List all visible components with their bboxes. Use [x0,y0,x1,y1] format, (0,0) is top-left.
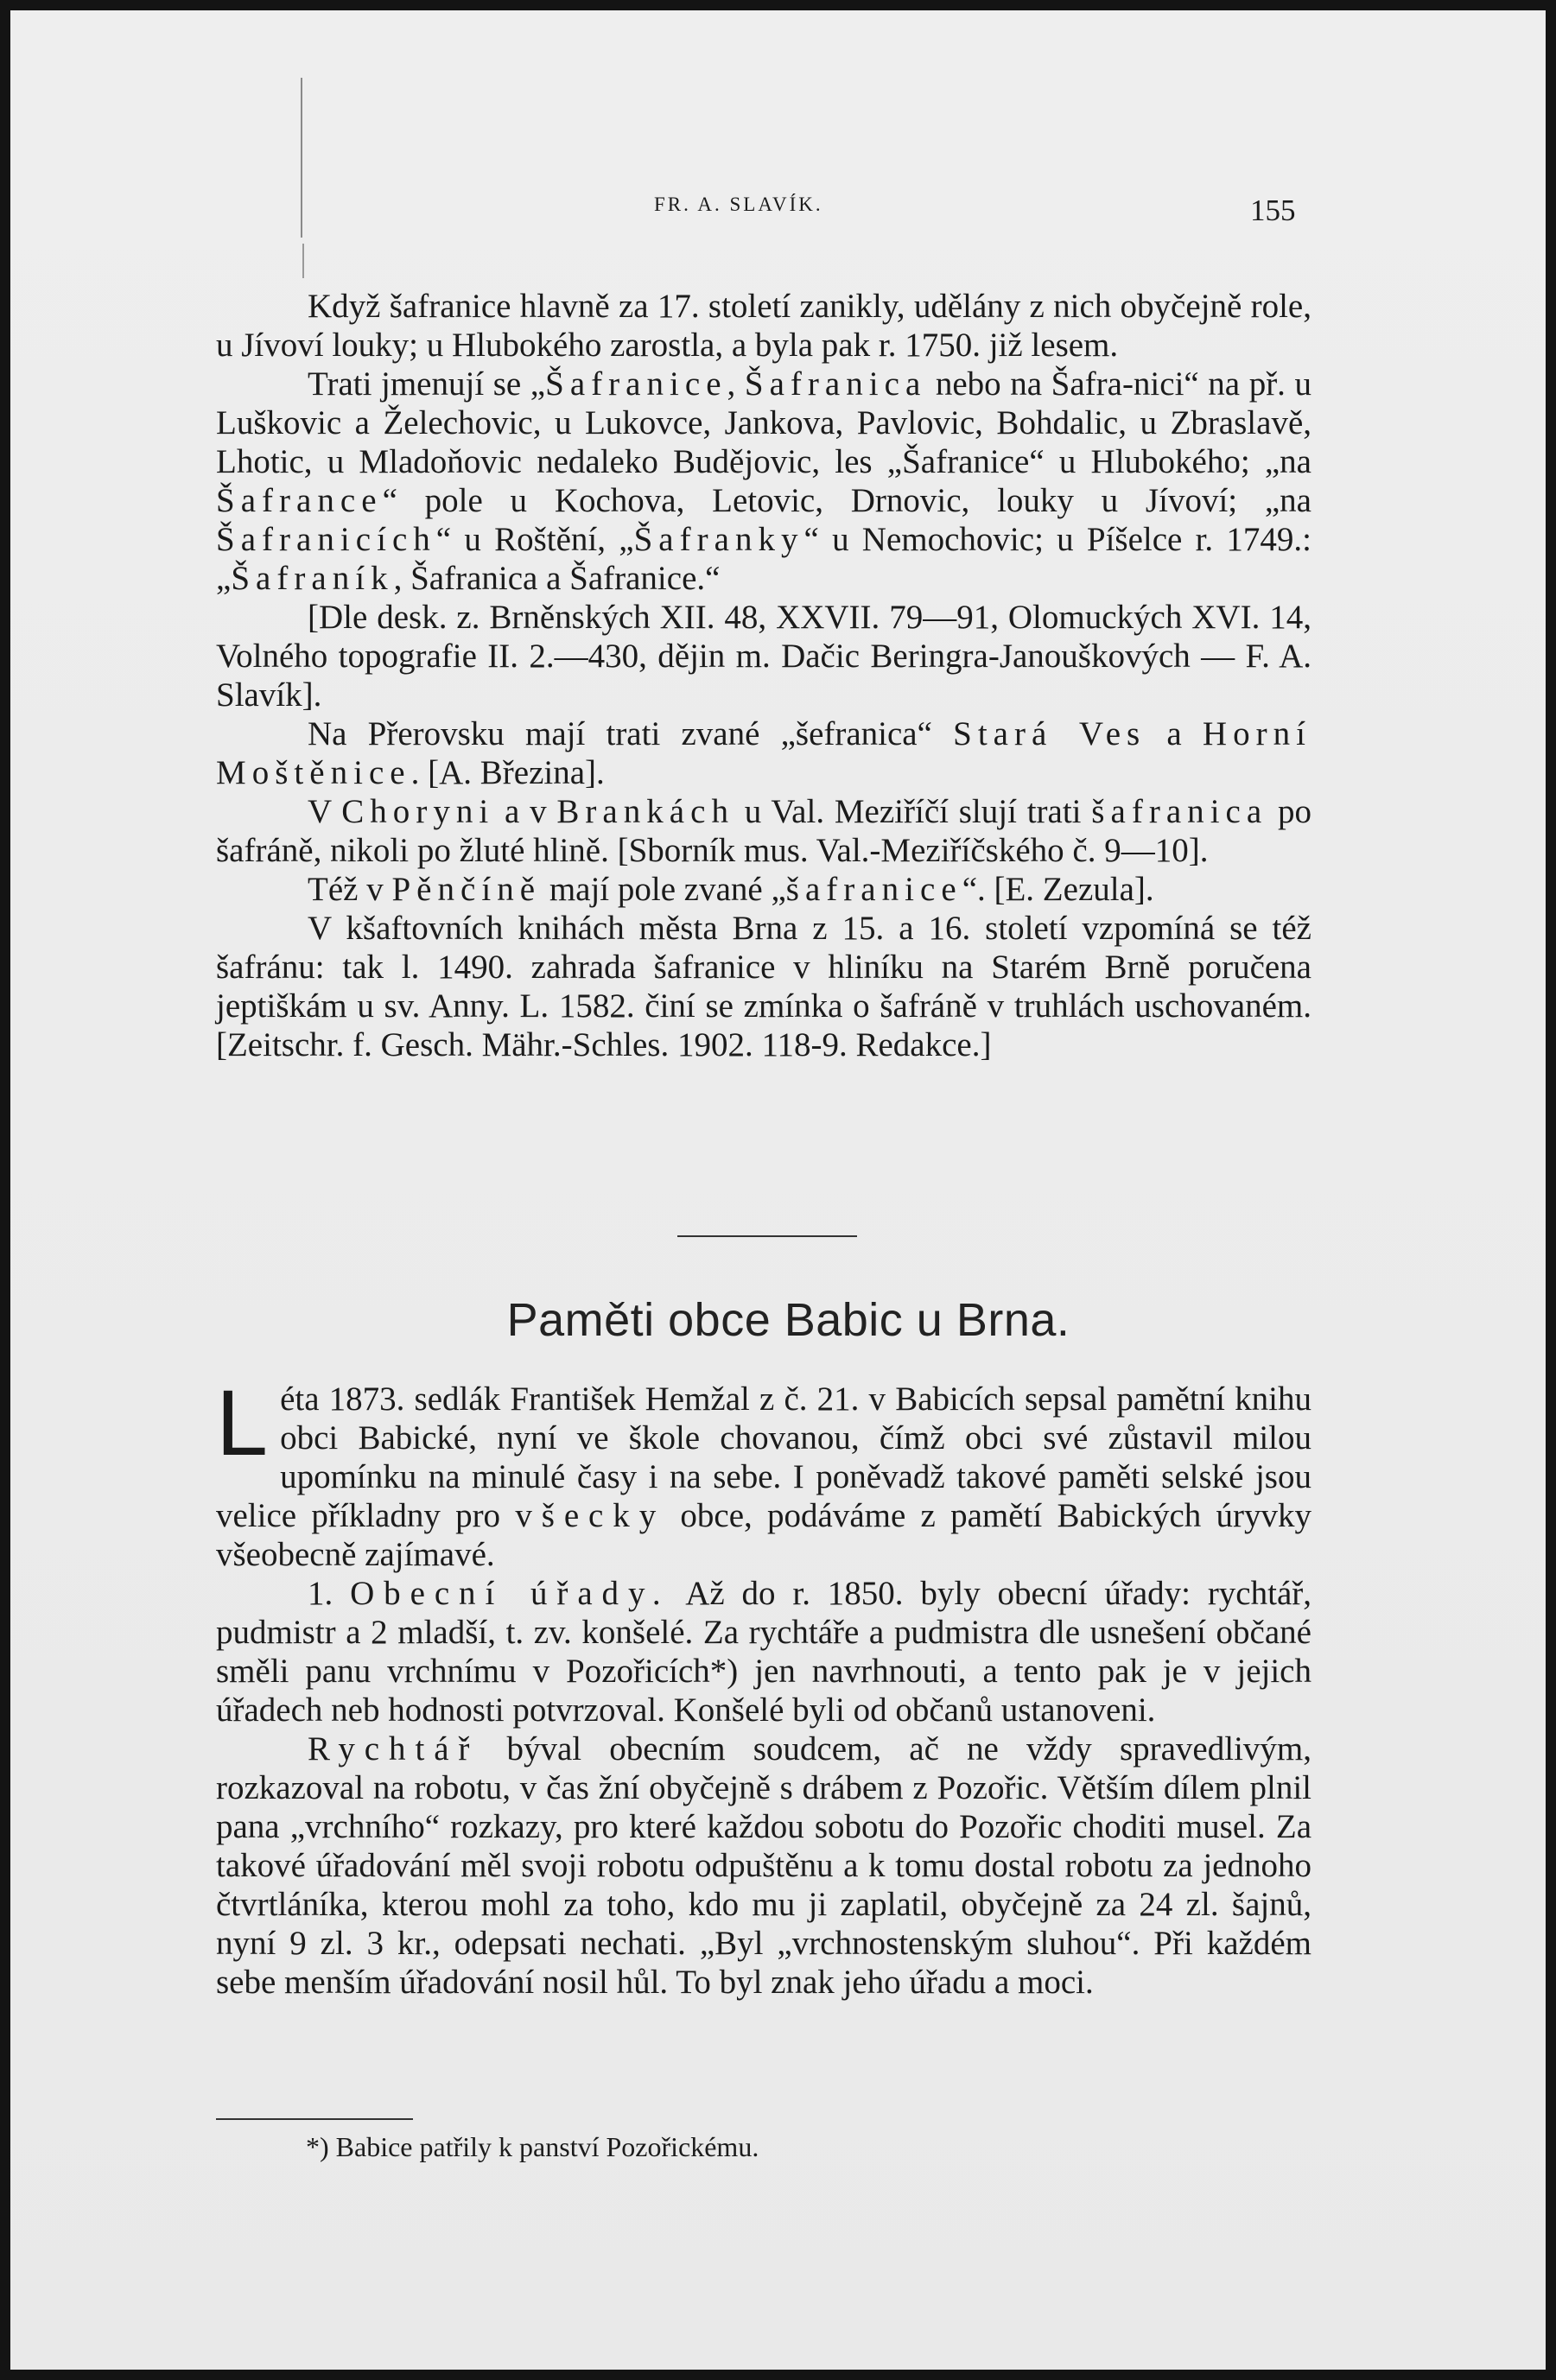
text: mají pole zvané „ [541,871,786,908]
text: Choryni [341,793,495,830]
text: po šafráně, nikoli po žluté hlině. [Sborník mus. Val.-Meziříčského č. 9—10]. [216,793,1311,869]
article-title: Paměti obce Babic u Brna. [506,1294,1070,1346]
paragraph [216,714,1311,792]
text: Šafraník [231,560,394,597]
text: a v [494,793,557,830]
text: Obecní úřady. [350,1575,670,1612]
text: “. [E. Zezula]. [962,871,1154,908]
running-header-author: FR. A. SLAVÍK. [654,194,823,215]
text: Též v [308,871,392,908]
text: šafranica [1091,793,1268,830]
text: býval obecním soudcem, ač ne vždy spravedlivým, rozkazoval na robotu, v čas žní obyčejně s drábem z Pozořic. Větším dílem plnil pana „vrchního“ rozkazy, pro které každou sobotu do Pozořic choditi musel. Za takové úřadování měl svoji robotu odpuštěnu a k tomu dostal robotu za jednoho čtvrtláníka, kterou mohl za toho, kdo mu ji zaplatil, obyčejně za 24 zl. šajnů, nyní 9 zl. 3 kr., odepsati nechati. „Byl „vrchnostenským sluhou“. Při každém sebe menším úřadování nosil hůl. To byl znak jeho úřadu a moci. [216,1730,1311,2001]
text: Šafranicích [216,521,436,558]
paragraph [216,1370,1311,1574]
text: 1. [308,1575,351,1612]
text: , [727,365,745,403]
text: u Val. Meziříčí slují trati [734,793,1092,830]
text: šafranice [785,871,962,908]
margin-line [301,78,302,238]
text: . [A. Březina]. [410,754,605,791]
section-saffron-text [216,287,1311,1064]
text: Šafranky [633,521,804,558]
text: Horní Moštěnice [216,715,1311,791]
footnote: *) Babice patřily k panství Pozořickému. [306,2131,759,2162]
text: obce, podáváme z pamětí Babických úryvky všeobecně zajímavé. [216,1497,1311,1573]
paragraph: [Dle desk. z. Brněnských XII. 48, XXVII. 79—91, Olomuckých XVI. 14, Volného topografie II. 2.—430, dějin m. Dačic Beringra-Janouškových — F. A. Slavík]. [216,599,1311,714]
footnote-rule [216,2118,413,2120]
text: Rychtář [308,1730,480,1768]
text: “ u Nemochovic; u Píšelce r. 1749.: „ [216,521,1311,597]
text: , Šafranica a Šafranice.“ [393,560,721,597]
text: Šafrance [216,482,383,519]
text: Šafranica [744,365,927,403]
text: všecky [515,1497,666,1534]
text: Až do r. 1850. byly obecní úřady: rychtář, pudmistr a 2 mladší, t. zv. konšelé. Za rychtáře a pudmistra dle usnešení občané směli panu vrchnímu v Pozořicích*) jen navrhnouti, a tento pak je v jejich úřadech neb hodnosti potvrzoval. Konšelé byli od občanů ustanoveni. [216,1575,1311,1729]
text: “ pole u Kochova, Letovic, Drnovic, louky u Jívoví; „na [382,482,1311,519]
paragraph [216,365,1311,598]
text: a [1146,715,1203,752]
paragraph [216,792,1311,870]
paragraph [216,1574,1311,1729]
paragraph [216,870,1311,909]
text: éta 1873. sedlák František Hemžal z č. 21. v Babicích sepsal pamětní knihu obci Babické, nyní ve škole chovanou, čímž obci své zůstavil milou upomínku na minulé časy i na sebe. I poněvadž takové paměti selské jsou velice příkladny pro [216,1380,1311,1534]
margin-line [302,244,304,278]
text: Brankách [556,793,734,830]
paragraph [216,1729,1311,2002]
text: nebo na Šafra-nici“ na př. u Luškovic a Želechovic, u Lukovce, Jankova, Pavlovic, Bohdalic, u Zbraslavě, Lhotic, u Mladoňovic nedaleko Budějovic, les „Šafranice“ u Hlubokého; „na [216,365,1312,480]
text: “ u Roštění, „ [435,521,634,558]
section-babice-text [216,1370,1311,2002]
text: Pěnčíně [391,871,542,908]
drop-cap: L [216,1370,269,1475]
page-number: 155 [1250,194,1296,227]
text: V [308,793,342,830]
section-divider [677,1235,857,1237]
text: Na Přerovsku mají trati zvané „šefranica“ [308,715,954,752]
paragraph: Když šafranice hlavně za 17. století zanikly, udělány z nich obyčejně role, u Jívoví louky; u Hlubokého zarostla, a byla pak r. 1750. již lesem. [216,288,1311,364]
text: Šafranice [545,365,727,403]
text: Trati jmenují se „ [308,365,546,403]
text: Stará Ves [953,715,1146,752]
paragraph: V kšaftovních knihách města Brna z 15. a 16. století vzpomíná se též šafránu: tak l. 1490. zahrada šafranice v hliníku na Starém Brně poručena jeptiškám u sv. Anny. L. 1582. činí se zmínka o šafráně v truhlách uschovaném. [Zeitschr. f. Gesch. Mähr.-Schles. 1902. 118-9. Redakce.] [216,910,1311,1063]
